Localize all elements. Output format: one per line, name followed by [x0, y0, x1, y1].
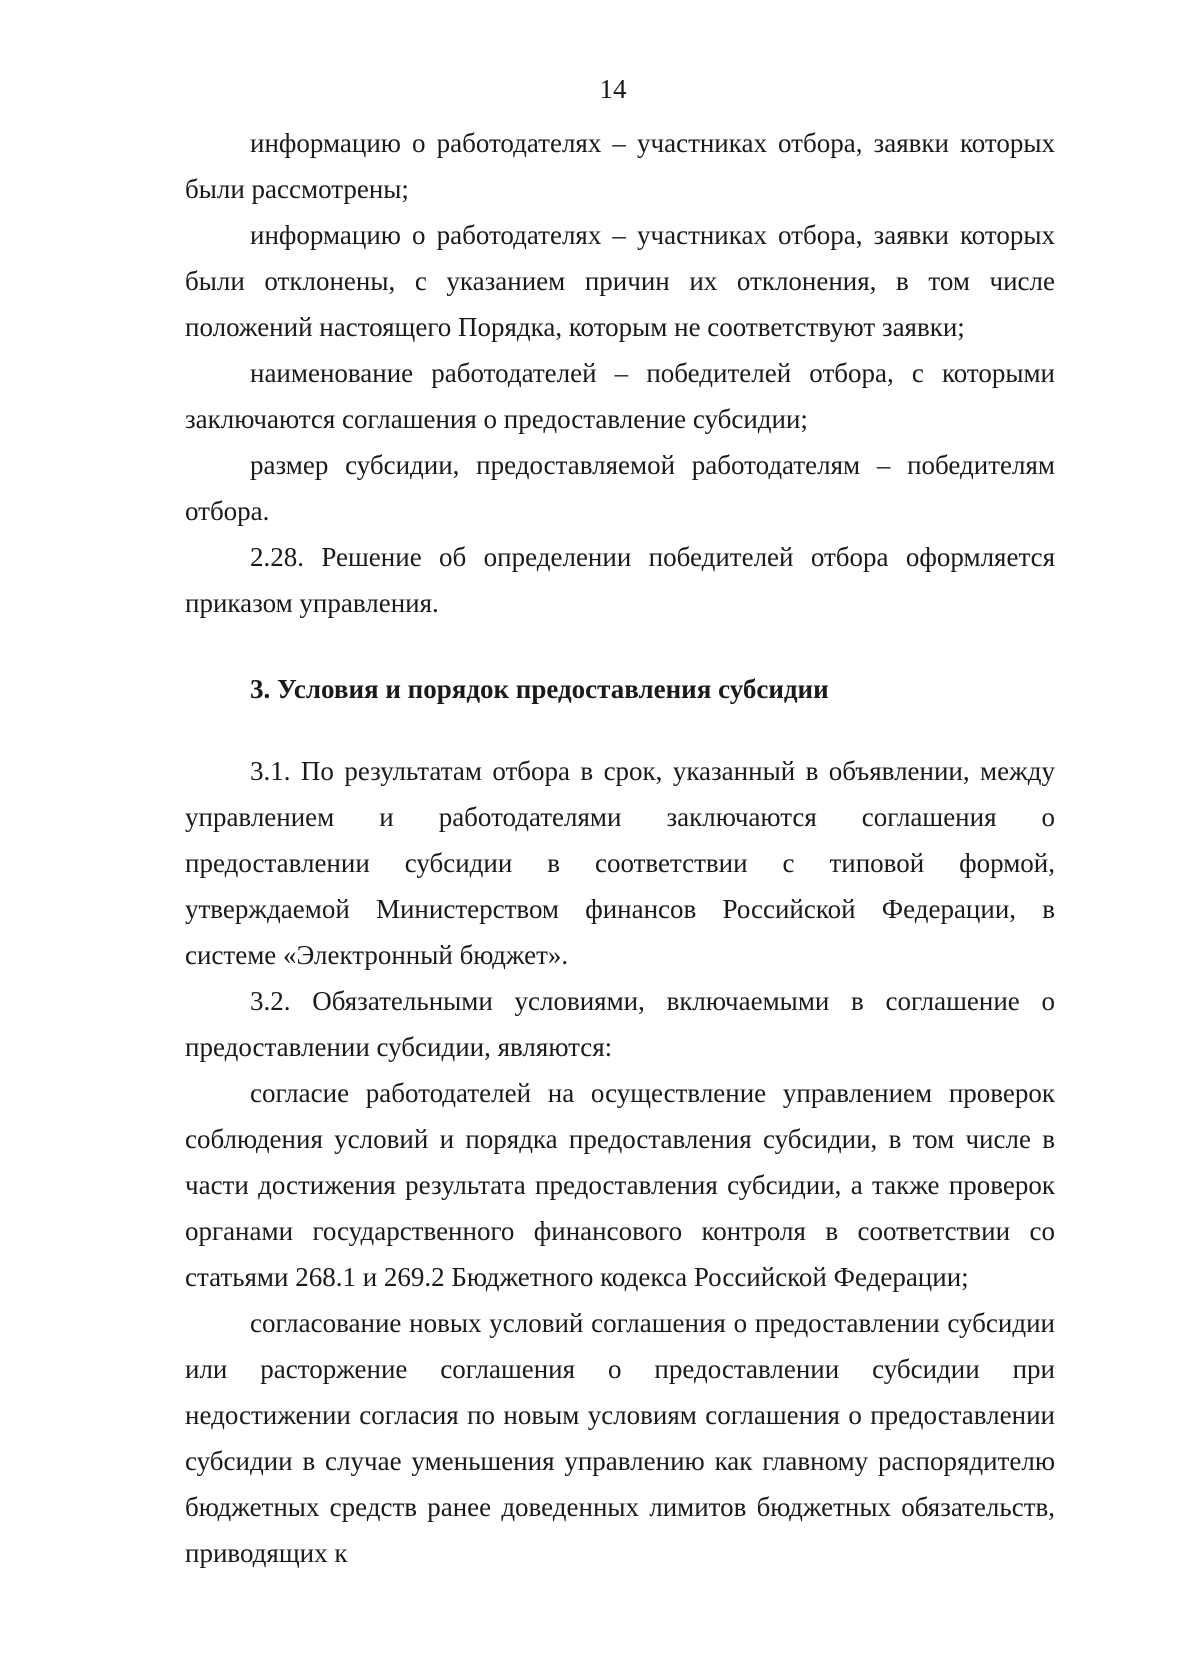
paragraph-subsidy-amount: размер субсидии, предоставляемой работодателям – победителям отбора. [185, 450, 1055, 526]
paragraph-3-1: 3.1. По результатам отбора в срок, указанный в объявлении, между управлением и работодателями заключаются соглашения о предоставлении субсидии в соответствии с типовой формой, утверждаемой Министерством финансов Российской Федерации, в системе «Электронный бюджет». [185, 756, 1055, 970]
paragraph-3-2: 3.2. Обязательными условиями, включаемыми в соглашение о предоставлении субсидии, являются: [185, 986, 1055, 1062]
paragraph-new-conditions-agreement: согласование новых условий соглашения о предоставлении субсидии или расторжение соглашения о предоставлении субсидии при недостижении согласия по новым условиям соглашения о предоставлении субсидии в случае уменьшения управлению как главному распорядителю бюджетных средств ранее доведенных лимитов бюджетных обязательств, приводящих к [185, 1308, 1055, 1568]
page-content [185, 120, 1055, 1576]
page-number: 14 [599, 74, 627, 104]
paragraph-2-28: 2.28. Решение об определении победителей отбора оформляется приказом управления. [185, 542, 1055, 618]
paragraph-info-considered-applications: информацию о работодателях – участниках отбора, заявки которых были рассмотрены; [185, 128, 1055, 204]
paragraph-info-rejected-applications: информацию о работодателях – участниках отбора, заявки которых были отклонены, с указанием причин их отклонения, в том числе положений настоящего Порядка, которым не соответствуют заявки; [185, 220, 1055, 342]
paragraph-winners-names: наименование работодателей – победителей отбора, с которыми заключаются соглашения о предоставление субсидии; [185, 358, 1055, 434]
section-heading-3: 3. Условия и порядок предоставления субсидии [250, 674, 829, 704]
paragraph-consent-inspections: согласие работодателей на осуществление управлением проверок соблюдения условий и порядка предоставления субсидии, в том числе в части достижения результата предоставления субсидии, а также проверок органами государственного финансового контроля в соответствии со статьями 268.1 и 269.2 Бюджетного кодекса Российской Федерации; [185, 1078, 1055, 1292]
